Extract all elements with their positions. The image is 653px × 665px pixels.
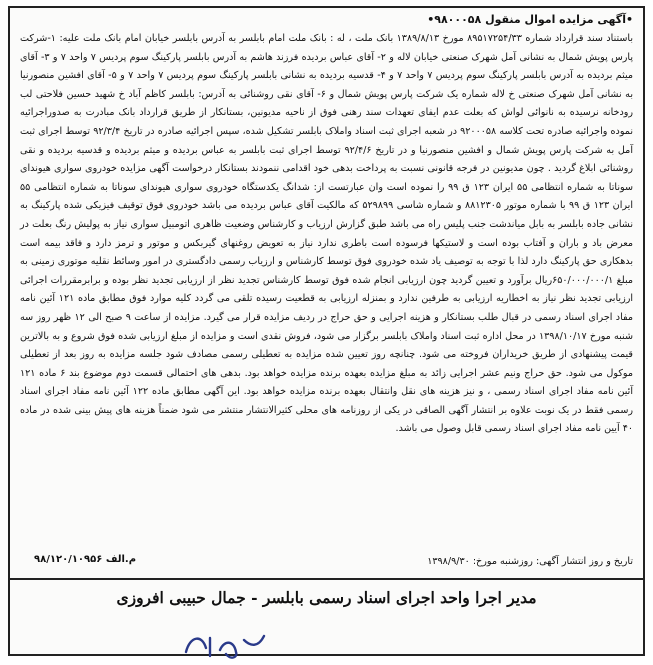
auction-notice (8, 6, 645, 656)
reference-number: م.الف ۹۸/۱۲۰/۱۰۹۵۶ (34, 554, 137, 565)
notice-body-text: باستناد سند قرارداد شماره ۸۹۵۱۷۲۵۴/۳۳ مورخ ۱۳۸۹/۸/۱۳ بانک ملت ، له : بانک ملت امام بابلسر به آدرس بابلسر خیابان امام بانک ملت علیه: ۱-شرکت پارس پویش شمال به نشانی آمل شهرک صنعتی خیابان لاله و ۲- آقای عباس بردیده فرزند هاشم به آدرس بابلسر پارکینگ سوم پردیس ۷ واحد ۷ و ۳- آقای میثم بردیده به آدرس بابلسر پارکینگ سوم پردیس ۷ واحد ۷ و ۴- قدسیه بردیده به نشانی بابلسر پارکینگ سوم پردیس ۷ واحد ۷ و ۵- آقای افشین منصورنیا به نشانی آمل شهرک صنعتی خ لاله شماره یک شرکت پارس پویش شمال و ۶- آقای نقی روشنائی به آدرس: بابلسر کاظم آباد خ شهید حسین فلاحتی لب رودخانه نرسیده به نانوائی لواش که بعلت عدم ایفای تعهدات سند رهنی فوق از ناحیه مدیونین، بستانکار از طریق قرارداد بانک مبادرت به صدوراجرائیه نموده واجرائیه صادره تحت کلاسه ۹۲۰۰۰۵۸ در شعبه اجرای ثبت اسناد واملاک بابلسر تشکیل شده، سپس اجرائیه صادره در تاریخ ۹۲/۳/۴ توسط اجرای ثبت آمل به شرکت پارس پویش شمال و افشین منصورنیا و در تاریخ ۹۲/۴/۶ توسط اجرای ثبت بابلسر به عباس بردیده و میثم بردیده و قدسیه بردیده و نقی روشنائی ابلاغ گردید . چون مدیونین در فرجه قانونی نسبت به پرداخت بدهی خود اقدامی ننمودند بستانکار درخواست آگهی مزایده خودروی سواری هیوندای سوناتا به شماره انتظامی ۵۵ ایران ۱۲۳ ق ۹۹ را نموده است وان عبارتست از: شدانگ یکدستگاه خودروی سواری هیوندای سوناتا به شماره انتظامی ۵۵ ایران ۱۲۳ ق ۹۹ با شماره موتور ۸۸۱۲۳۰۵ و شماره شاسی ۵۲۹۸۹۹ که مالکیت آقای عباس بردیده می باشد خودروی فوق توقیف فیزیکی شده پارکینگ به نشانی جاده بابلسر به بابل میاندشت جنب پلیس راه می باشد طبق گزارش ارزیاب و کارشناس وضعیت ظاهری اتومبیل سواری نیاز به پولیش رنگ بعلت در معرض باد و باران و آفتاب بوده است و لاستیکها فرسوده است باطری ندارد نیاز به تعویض روغنهای گیربکس و موتور و ترمز دارد و فاقد بیمه است بدهکاری حق پارکینگ دارد لذا با توجه به توصیف یاد شده خودروی فوق توسط کارشناس و ارزیاب رسمی دادگستری در امور وسائط نقلیه موتوری زمینی به مبلغ ۶۵۰/۰۰۰/۰۰۰/۱ریال برآورد و تعیین گردید چون ارزیابی انجام شده فوق توسط کارشناس تجدید نظر از ارزیابی تجدید نظر بوده و برابرمقررات اجرائی ارزیابی تجدید نظر نیاز به اخطاریه ارزیابی به طرفین ندارد و بمنزله ارزیابی به قطعیت رسیده تلقی می گردد کلیه موارد فوق مطابق ماده ۱۲۱ آئین نامه مفاد اجرای اسناد رسمی در قبال طلب بستانکار و هزینه اجرایی و حق حراج در ردیف مزایده قرار می گیرد. مزایده از ساعت ۹ صبح الی ۱۲ ظهر روز سه شنبه مورخ ۱۳۹۸/۱۰/۱۷ در محل اداره ثبت اسناد واملاک بابلسر برگزار می شود، فروش نقدی است و مزایده از مبلغ ارزیابی شده فوق شروع و به بالاترین قیمت پیشنهادی از طریق خریداران فروخته می شود. چنانچه روز تعیین شده مزایده به تعطیلی رسمی مصادف شود جلسه مزایده به روز بعد از تعطیلی موکول می شود. حق حراج ونیم عشر اجرایی زائد به مبلغ مزایده بعهده برنده مزایده خواهد بود. بدهی های احتمالی قسمت دوم موضوع بند ۶ ماده ۱۲۱ آئین نامه مفاد اجرای اسناد رسمی ، و نیز هزینه های نقل وانتقال بعهده برنده مزایده خواهد بود. این آگهی مطابق ماده ۱۲۲ آئین نامه مفاد اجرای اسناد رسمی فقط در یک نوبت علاوه بر انتشار آگهی الصاقی در یکی از روزنامه های محلی کثیرالانتشار منتشر می شود ضمناً هزینه های پیش بینی شده در ماده ۴۰ آیین نامه مفاد اجرای اسناد رسمی قابل وصول می باشد. (20, 33, 634, 435)
separator-line (10, 578, 643, 580)
publication-date-line: تاریخ و روز انتشار آگهی: روزشنبه مورخ: ۱۳۹۸/۹/۳۰ (427, 556, 633, 567)
signature-line: مدیر اجرا واحد اجرای اسناد رسمی بابلسر - جمال حبیبی افروزی (116, 588, 537, 607)
notice-heading: •آگهی مزایده اموال منقول ۹۸۰۰۰۵۸• (427, 13, 633, 26)
handwritten-mark-icon (180, 628, 270, 662)
